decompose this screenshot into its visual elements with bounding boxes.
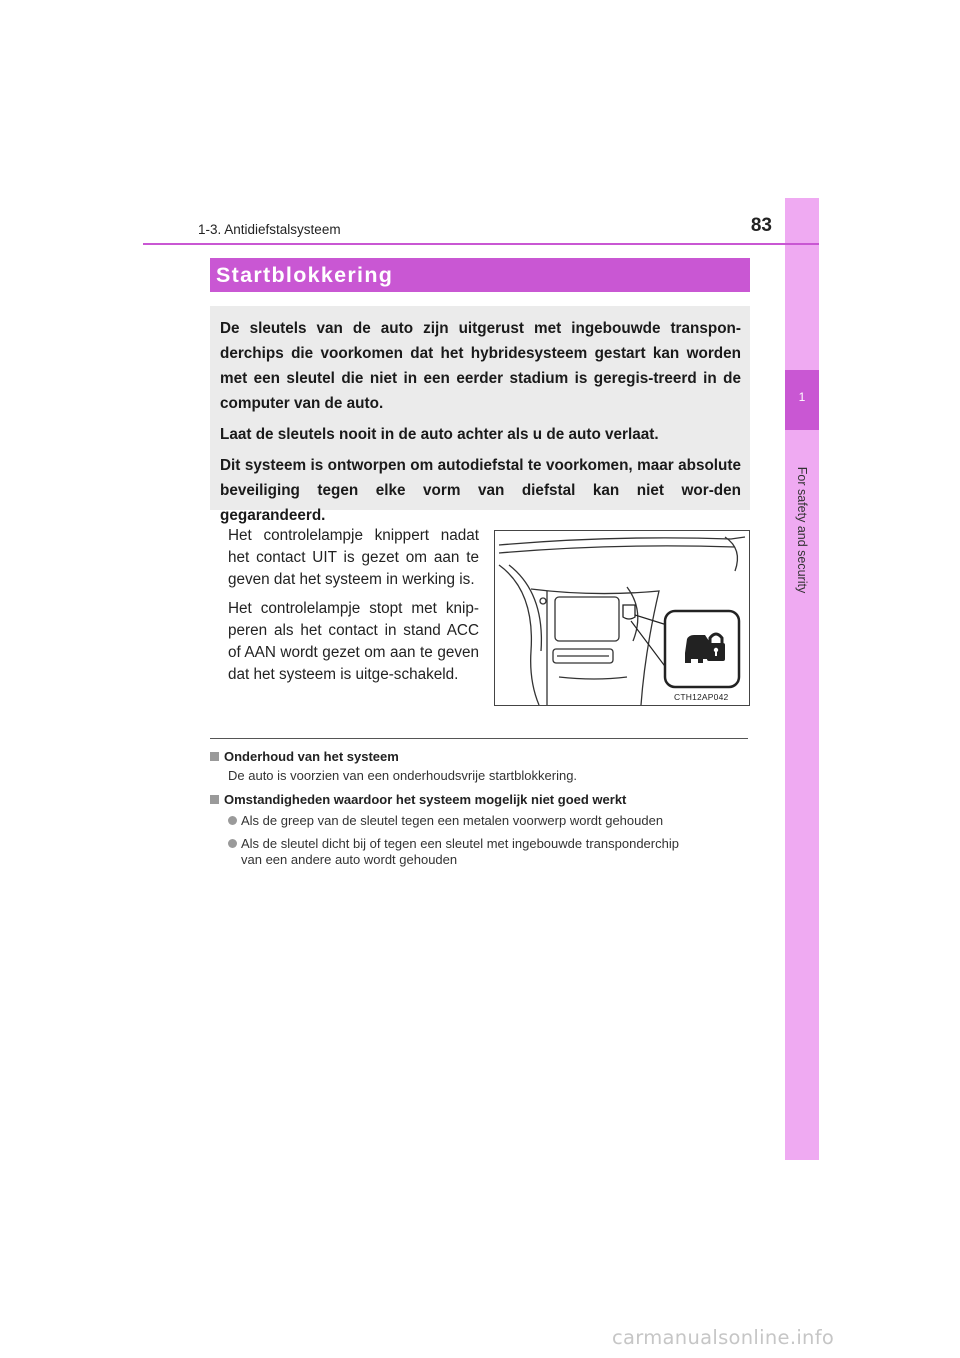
circle-bullet-icon — [228, 839, 237, 848]
circle-bullet-icon — [228, 816, 237, 825]
body-paragraph: Het controlelampje knippert nadat het contact UIT is gezet om aan te geven dat het systeem in werking is. — [228, 527, 479, 588]
note-bullet-continuation: van een andere auto wordt gehouden — [241, 852, 458, 867]
body-paragraph: Het controlelampje stopt met knip-peren als het contact in stand ACC of AAN wordt gezet om aan te geven dat het systeem is uitge-schakeld. — [228, 600, 479, 683]
watermark: carmanualsonline.info — [612, 1326, 835, 1349]
intro-paragraph: De sleutels van de auto zijn uitgerust met ingebouwde transpon-derchips die voorkomen dat het hybridesysteem gestart kan worden met een sleutel die niet in een eerder stadium is geregis-treerd in de computer van de auto. — [220, 320, 741, 412]
square-bullet-icon — [210, 752, 219, 761]
chapter-number: 1 — [798, 390, 806, 404]
note-bullet — [228, 813, 663, 828]
dashboard-illustration — [494, 530, 750, 706]
section-title: Startblokkering — [210, 258, 750, 292]
chapter-label: For safety and security — [795, 466, 809, 594]
intro-paragraph: Laat de sleutels nooit in de auto achter als u de auto verlaat. — [220, 426, 659, 443]
note-bullet-text: Als de sleutel dicht bij of tegen een sleutel met ingebouwde transponderchip — [241, 836, 679, 851]
note-heading-text: Omstandigheden waardoor het systeem mogelijk niet goed werkt — [224, 792, 627, 807]
body-text — [228, 525, 479, 693]
note-heading — [210, 749, 399, 764]
chapter-side-tab — [785, 198, 819, 1160]
square-bullet-icon — [210, 795, 219, 804]
notes-divider — [210, 738, 748, 739]
section-reference: 1-3. Antidiefstalsysteem — [198, 222, 341, 237]
illustration-code: CTH12AP042 — [674, 692, 729, 702]
note-bullet-text: Als de greep van de sleutel tegen een metalen voorwerp wordt gehouden — [241, 813, 664, 828]
intro-box — [210, 306, 750, 524]
note-bullet — [228, 836, 679, 851]
dashboard-drawing — [495, 531, 749, 705]
note-heading-text: Onderhoud van het systeem — [224, 749, 399, 764]
intro-paragraph: Dit systeem is ontworpen om autodiefstal te voorkomen, maar absolute beveiliging tegen elke vorm van diefstal kan niet wor-den gegarandeerd. — [220, 457, 741, 524]
header-divider — [143, 243, 819, 245]
note-heading — [210, 792, 626, 807]
page-number: 83 — [750, 215, 772, 236]
note-text: De auto is voorzien van een onderhoudsvrije startblokkering. — [228, 768, 578, 783]
